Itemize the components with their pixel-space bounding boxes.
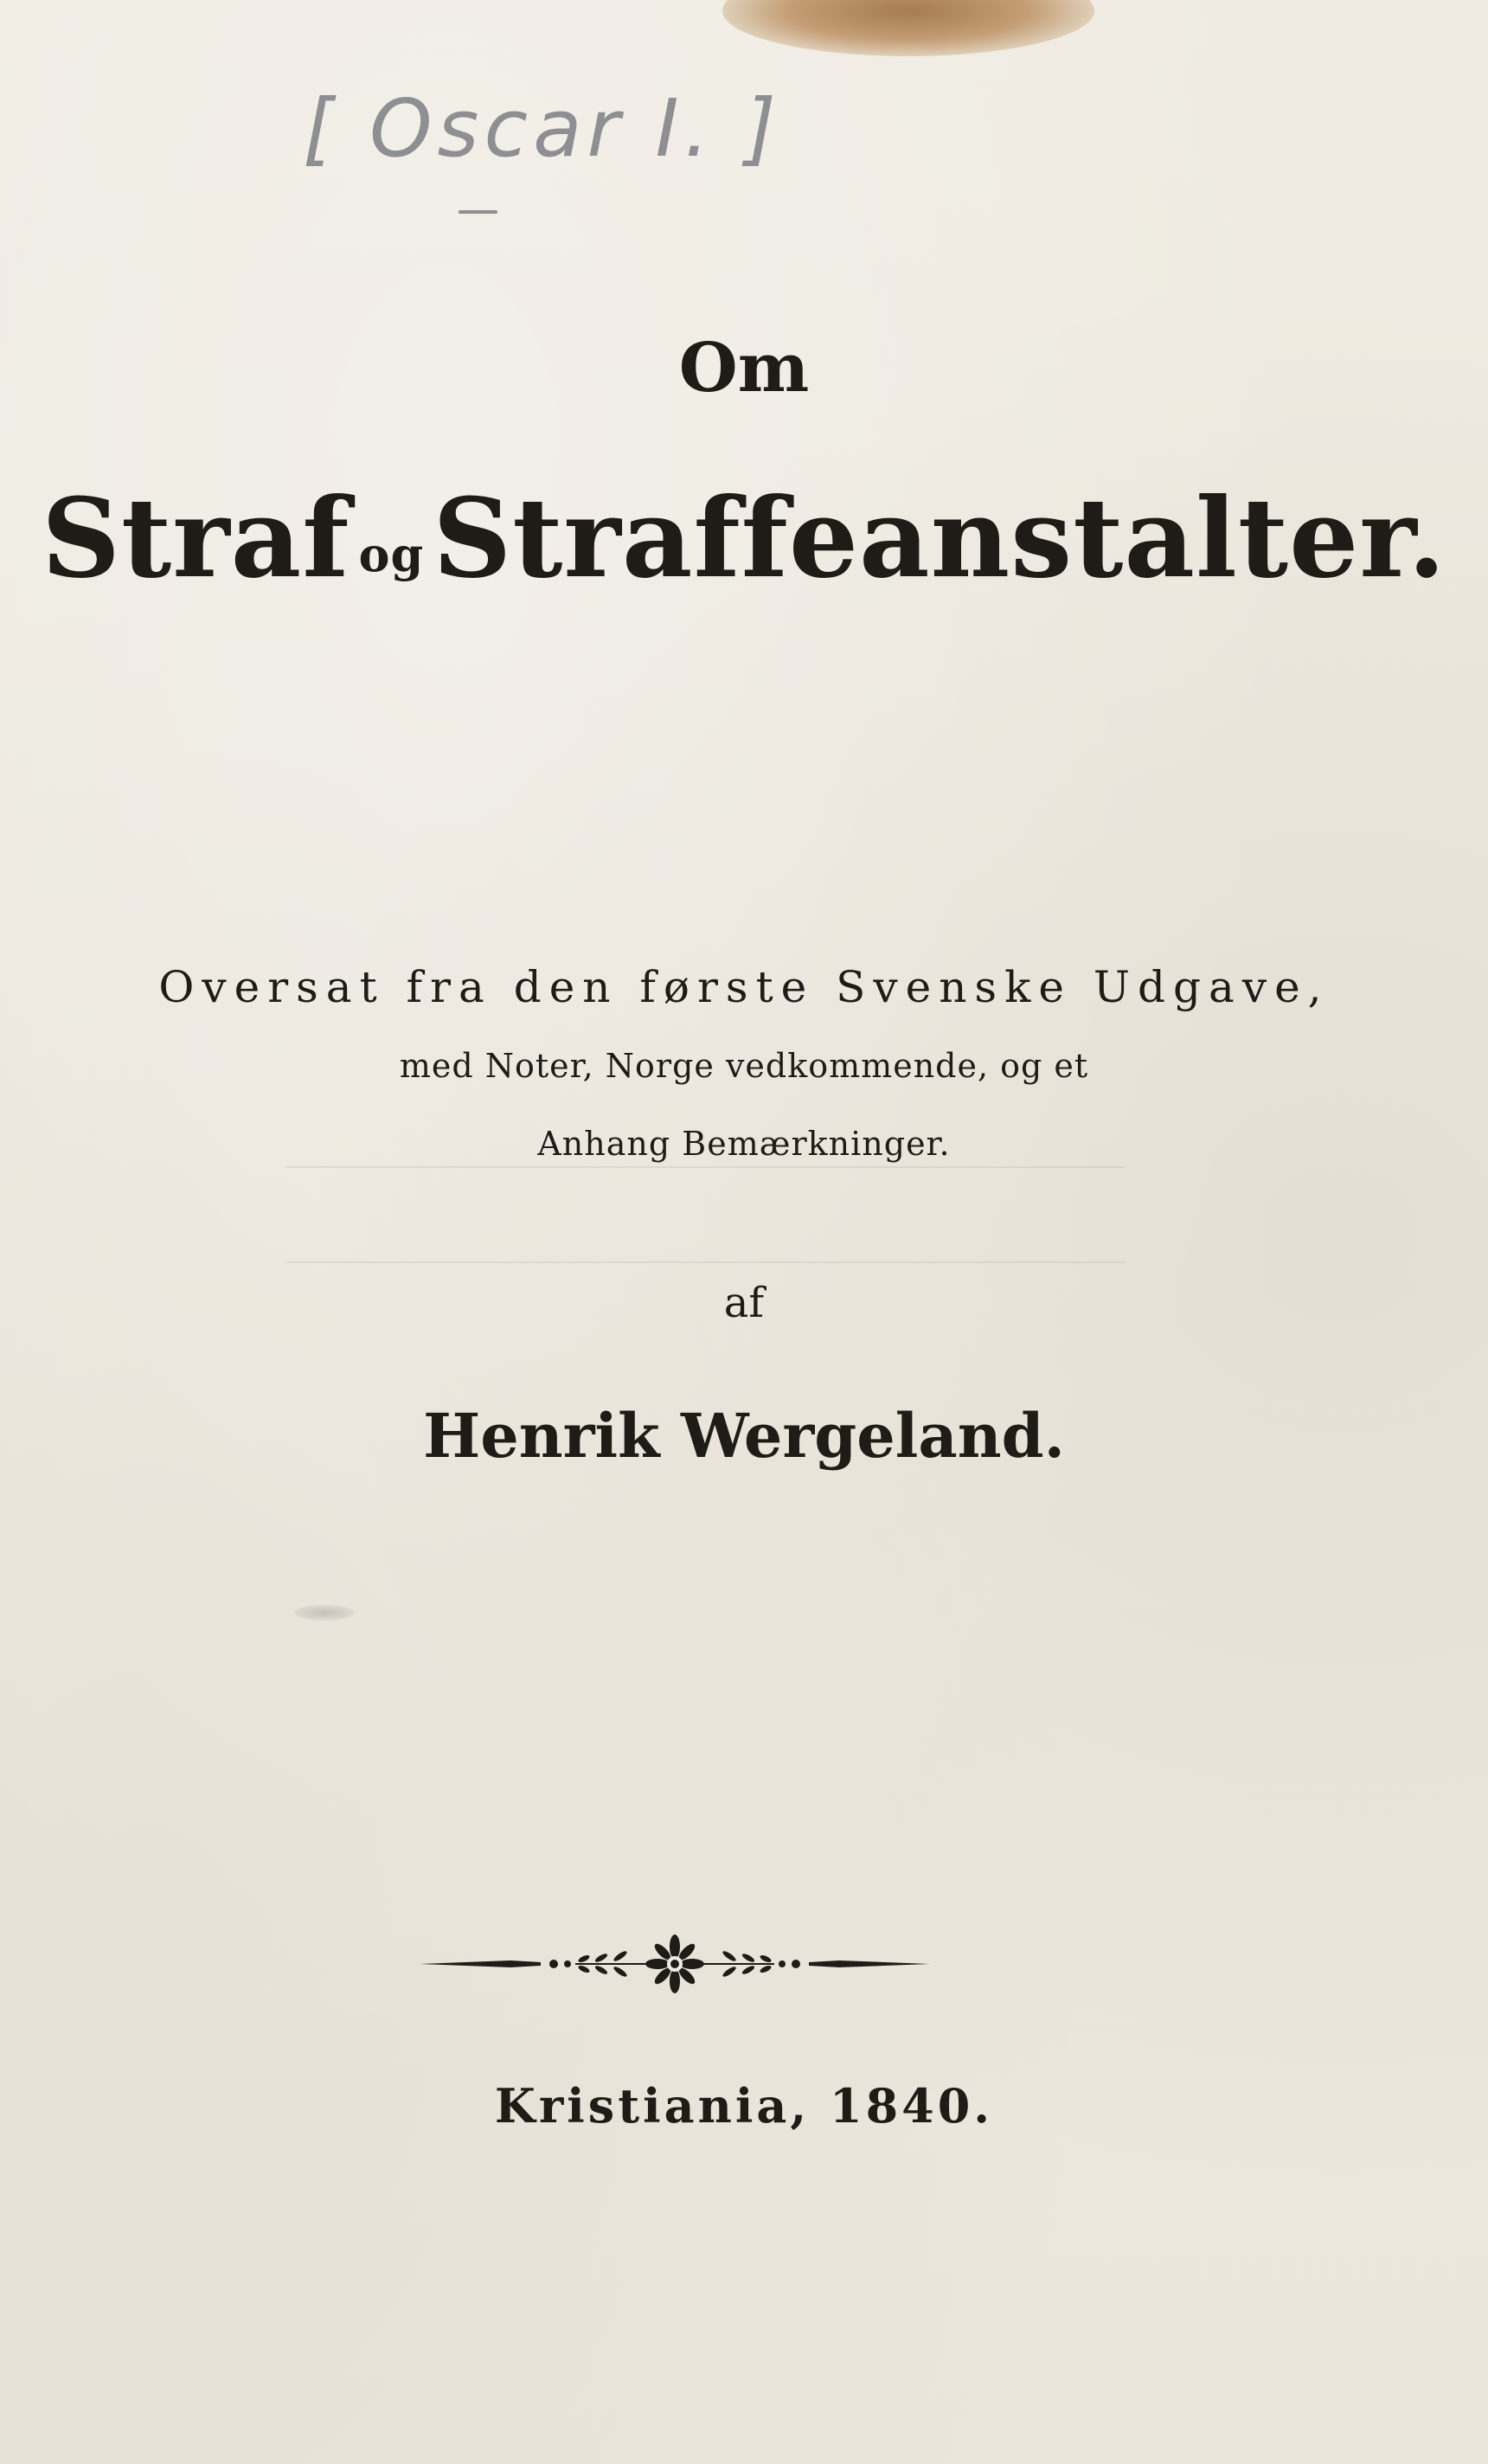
- subtitle-line-2: med Noter, Norge vedkommende, og et: [399, 1047, 1089, 1085]
- show-through-rule-bottom: [285, 1261, 1125, 1263]
- title-connector: og: [358, 527, 425, 582]
- subtitle-line-1: Oversat fra den første Svenske Udgave,: [158, 962, 1330, 1012]
- imprint-place-date: Kristiania, 1840.: [494, 2078, 994, 2134]
- water-stain: [722, 0, 1094, 56]
- author-name: Henrik Wergeland.: [423, 1400, 1065, 1472]
- title-part-straf: Straf: [42, 474, 350, 602]
- ink-smudge: [294, 1605, 355, 1620]
- title-line-om: Om: [678, 329, 810, 407]
- by-line: af: [723, 1279, 765, 1327]
- subtitle-line-3: Anhang Bemærkninger.: [537, 1125, 951, 1163]
- floral-rule-ornament-icon: [415, 1929, 934, 1999]
- pencil-underline: [459, 210, 497, 214]
- main-title: [0, 474, 1488, 602]
- show-through-rule-top: [285, 1166, 1125, 1168]
- handwritten-pencil-note: [ Oscar I. ]: [303, 82, 782, 175]
- title-part-straffeanstalter: Straffeanstalter.: [433, 474, 1446, 602]
